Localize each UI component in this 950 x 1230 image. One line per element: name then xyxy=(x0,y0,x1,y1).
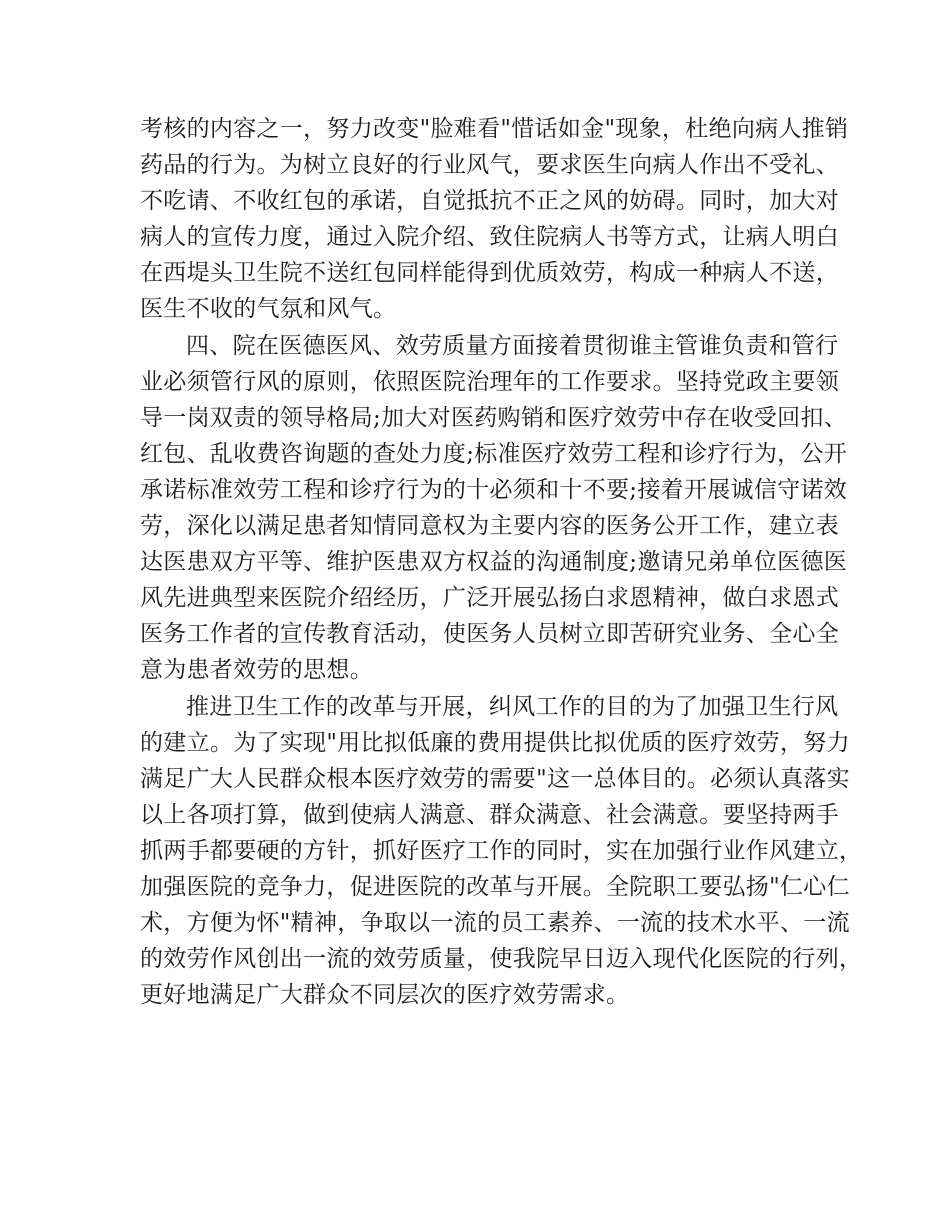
text-line: 加强医院的竞争力，促进医院的改革与开展。全院职工要弘扬"仁心仁 xyxy=(140,873,850,900)
text-line: 风先进典型来医院介绍经历，广泛开展弘扬白求恩精神，做白求恩式 xyxy=(140,585,839,612)
paragraph-3 xyxy=(140,689,863,1014)
text-line: 的建立。为了实现"用比拟低廉的费用提供比拟优质的医疗效劳，努力 xyxy=(140,729,850,756)
text-line: 医生不收的气氛和风气。 xyxy=(140,296,397,323)
text-line: 劳，深化以满足患者知情同意权为主要内容的医务公开工作，建立表 xyxy=(140,513,839,540)
paragraph-1 xyxy=(140,111,849,328)
text-line: 病人的宣传力度，通过入院介绍、致住院病人书等方式，让病人明白 xyxy=(140,224,839,251)
text-line: 术，方便为怀"精神，争取以一流的员工素养、一流的技术水平、一流 xyxy=(140,910,850,937)
paragraph-2 xyxy=(140,328,848,689)
text-line: 医务工作者的宣传教育活动，使医务人员树立即苦研究业务、全心全 xyxy=(140,621,839,648)
text-line: 意为患者效劳的思想。 xyxy=(140,657,373,684)
text-line: 承诺标准效劳工程和诊疗行为的十必须和十不要;接着开展诚信守诺效 xyxy=(140,476,848,503)
text-line: 药品的行为。为树立良好的行业风气，要求医生向病人作出不受礼、 xyxy=(140,152,839,179)
text-line: 更好地满足广大群众不同层次的医疗效劳需求。 xyxy=(140,982,630,1009)
document-body xyxy=(140,111,863,1013)
text-line: 导一岗双责的领导格局;加大对医药购销和医疗效劳中存在收受回扣、 xyxy=(140,404,848,431)
text-line: 推进卫生工作的改革与开展，纠风工作的目的为了加强卫生行风 xyxy=(186,693,839,720)
text-line: 的效劳作风创出一流的效劳质量，使我院早日迈入现代化医院的行列， xyxy=(140,946,863,973)
text-line: 考核的内容之一，努力改变"脸难看"惜话如金"现象，杜绝向病人推销 xyxy=(140,116,849,142)
text-line: 满足广大人民群众根本医疗效劳的需要"这一总体目的。必须认真落实 xyxy=(140,765,850,792)
text-line: 四、院在医德医风、效劳质量方面接着贯彻谁主管谁负责和管行 xyxy=(186,332,839,359)
text-line: 业必须管行风的原则，依照医院治理年的工作要求。坚持党政主要领 xyxy=(140,368,839,395)
text-line: 以上各项打算，做到使病人满意、群众满意、社会满意。要坚持两手 xyxy=(140,801,839,828)
text-line: 在西堤头卫生院不送红包同样能得到优质效劳，构成一种病人不送， xyxy=(140,260,839,287)
text-line: 红包、乱收费咨询题的查处力度;标准医疗效劳工程和诊疗行为，公开 xyxy=(140,440,848,467)
text-line: 不吃请、不收红包的承诺，自觉抵抗不正之风的妨碍。同时，加大对 xyxy=(140,188,839,215)
text-line: 抓两手都要硬的方针，抓好医疗工作的同时，实在加强行业作风建立， xyxy=(140,837,863,864)
text-line: 达医患双方平等、维护医患双方权益的沟通制度;邀请兄弟单位医德医 xyxy=(140,549,848,576)
